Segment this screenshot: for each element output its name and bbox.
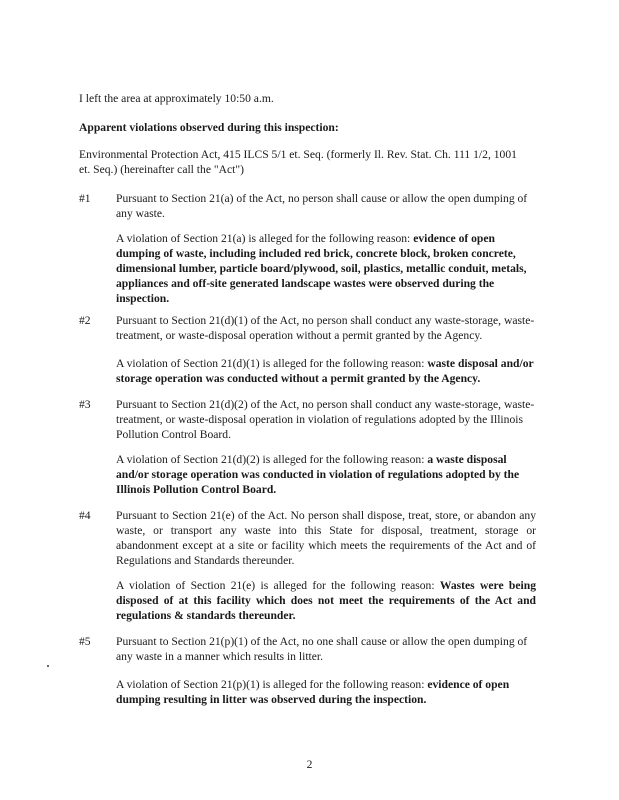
violation-number: #4	[79, 509, 91, 522]
reason-finding: Wastes were being disposed of at this facility which does not meet the requirements of the Act and regulations & standards thereunder.	[116, 579, 536, 622]
reason-intro: A violation of Section 21(d)(1) is alleged for the following reason:	[116, 357, 428, 370]
violation-reason	[116, 452, 536, 497]
act-citation-text: Environmental Protection Act, 415 ILCS 5/1 et. Seq. (formerly Il. Rev. Stat. Ch. 111 1/2, 1001 et. Seq.) (hereinafter call the "Act")	[79, 148, 517, 176]
violation-statute: Pursuant to Section 21(d)(2) of the Act, no person shall conduct any waste-storage, waste-treatment, or waste-disposal operation in violation of regulations adopted by the Illinois Pollution Control Board.	[116, 398, 535, 441]
reason-intro: A violation of Section 21(d)(2) is alleged for the following reason:	[116, 453, 428, 466]
reason-finding: a waste disposal and/or storage operation was conducted in violation of regulations adopted by the Illinois Pollution Control Board.	[116, 453, 520, 496]
reason-intro: A violation of Section 21(a) is alleged for the following reason:	[116, 232, 414, 245]
violation-reason	[116, 677, 536, 707]
page-number: 2	[306, 758, 313, 771]
reason-finding: evidence of open dumping resulting in litter was observed during the inspection.	[116, 678, 510, 706]
violation-number: #1	[79, 192, 91, 205]
violation-reason	[116, 578, 536, 623]
reason-intro: A violation of Section 21(e) is alleged for the following reason:	[116, 579, 440, 592]
violation-statute: Pursuant to Section 21(d)(1) of the Act, no person shall conduct any waste-storage, waste-treatment, or waste-disposal operation without a permit granted by the Agency.	[116, 314, 535, 342]
reason-intro: A violation of Section 21(p)(1) is alleged for the following reason:	[116, 678, 428, 691]
violations-heading: Apparent violations observed during this inspection:	[79, 121, 339, 134]
scan-speck	[47, 665, 49, 667]
reason-finding: evidence of open dumping of waste, including included red brick, concrete block, broken concrete, dimensional lumber, particle board/plywood, soil, plastics, metallic conduit, metals, appliances and off-site generated landscape wastes were observed during the inspection.	[116, 232, 527, 305]
violation-number: #5	[79, 635, 91, 648]
violation-number: #3	[79, 398, 91, 411]
violation-reason	[116, 231, 536, 306]
departure-time-text: I left the area at approximately 10:50 a.m.	[79, 92, 274, 105]
violation-reason	[116, 356, 536, 386]
violation-statute: Pursuant to Section 21(a) of the Act, no person shall cause or allow the open dumping of any waste.	[116, 192, 528, 220]
violation-statute: Pursuant to Section 21(p)(1) of the Act, no one shall cause or allow the open dumping of any waste in a manner which results in litter.	[116, 635, 528, 663]
violation-number: #2	[79, 314, 91, 327]
reason-finding: waste disposal and/or storage operation was conducted without a permit granted by the Agency.	[116, 357, 534, 385]
violation-statute: Pursuant to Section 21(e) of the Act. No person shall dispose, treat, store, or abandon any waste, or transport any waste into this State for disposal, treatment, storage or abandonment except at a site or facility which meets the requirements of the Act and of Regulations and Standards thereunder.	[116, 509, 536, 567]
